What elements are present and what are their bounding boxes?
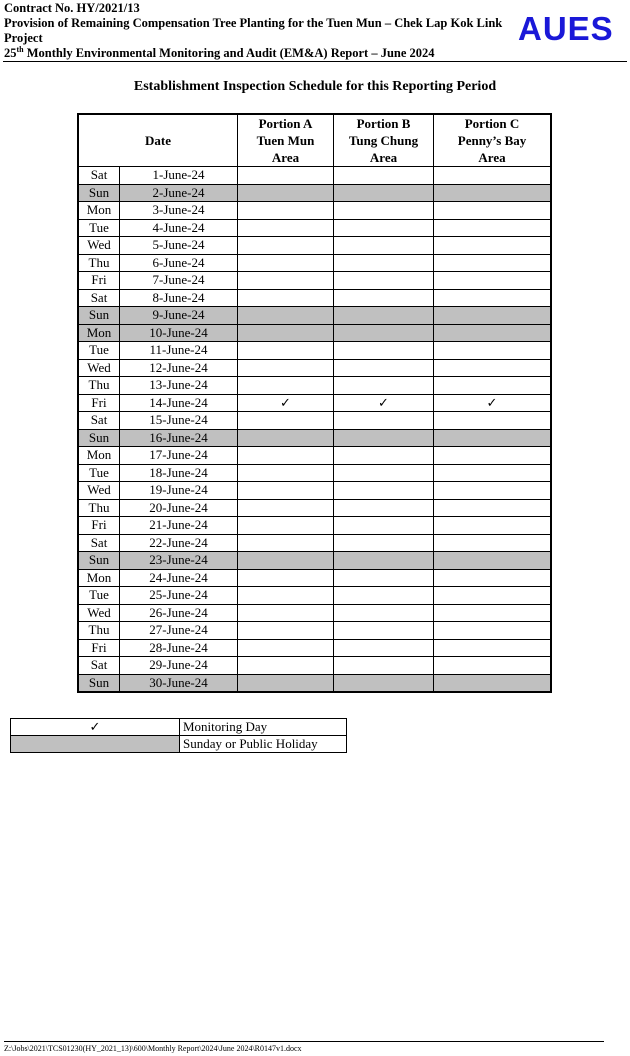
date-cell: 17-June-24 <box>120 447 238 465</box>
contract-number: Contract No. HY/2021/13 <box>4 1 140 15</box>
table-row <box>78 412 551 430</box>
portion-c-cell <box>434 482 552 500</box>
table-row <box>78 272 551 290</box>
portion-c-cell <box>434 184 552 202</box>
portion-a-cell <box>238 254 334 272</box>
schedule-body <box>78 167 551 693</box>
portion-b-cell <box>334 219 434 237</box>
legend-holiday-label: Sunday or Public Holiday <box>180 736 347 753</box>
table-row <box>78 622 551 640</box>
date-cell: 2-June-24 <box>120 184 238 202</box>
page-title: Establishment Inspection Schedule for this Reporting Period <box>133 79 497 94</box>
project-title: Provision of Remaining Compensation Tree Planting for the Tuen Mun – Chek Lap Kok Link Project <box>4 16 503 45</box>
portion-a-cell <box>238 342 334 360</box>
legend-table <box>10 718 347 753</box>
portion-b-cell <box>334 202 434 220</box>
table-row <box>78 464 551 482</box>
portion-a-header: Portion A Tuen Mun Area <box>238 114 334 167</box>
day-cell: Wed <box>78 604 120 622</box>
day-cell: Sun <box>78 184 120 202</box>
date-cell: 6-June-24 <box>120 254 238 272</box>
day-cell: Mon <box>78 202 120 220</box>
date-cell: 7-June-24 <box>120 272 238 290</box>
day-cell: Mon <box>78 569 120 587</box>
portion-c-cell <box>434 639 552 657</box>
portion-a-cell <box>238 569 334 587</box>
date-cell: 19-June-24 <box>120 482 238 500</box>
portion-a-cell <box>238 219 334 237</box>
portion-b-cell <box>334 447 434 465</box>
table-row <box>78 359 551 377</box>
portion-a-cell <box>238 657 334 675</box>
table-row <box>78 237 551 255</box>
day-cell: Wed <box>78 482 120 500</box>
day-cell: Wed <box>78 237 120 255</box>
portion-a-cell <box>238 639 334 657</box>
table-row <box>78 324 551 342</box>
portion-b-cell <box>334 359 434 377</box>
day-cell: Sat <box>78 167 120 185</box>
day-cell: Tue <box>78 587 120 605</box>
portion-c-cell <box>434 254 552 272</box>
portion-c-cell <box>434 552 552 570</box>
table-row <box>78 657 551 675</box>
portion-b-cell <box>334 587 434 605</box>
date-cell: 10-June-24 <box>120 324 238 342</box>
portion-b-cell <box>334 674 434 692</box>
portion-a-cell <box>238 167 334 185</box>
date-cell: 30-June-24 <box>120 674 238 692</box>
date-cell: 21-June-24 <box>120 517 238 535</box>
table-row <box>78 377 551 395</box>
portion-c-cell <box>434 412 552 430</box>
table-row <box>78 499 551 517</box>
portion-b-cell <box>334 184 434 202</box>
table-row <box>78 167 551 185</box>
date-cell: 15-June-24 <box>120 412 238 430</box>
portion-b-cell <box>334 569 434 587</box>
portion-b-cell <box>334 499 434 517</box>
table-row <box>78 184 551 202</box>
portion-a-cell <box>238 324 334 342</box>
portion-a-cell <box>238 272 334 290</box>
day-cell: Tue <box>78 342 120 360</box>
check-icon: ✓ <box>11 719 180 736</box>
portion-b-cell <box>334 289 434 307</box>
portion-c-cell <box>434 342 552 360</box>
date-cell: 1-June-24 <box>120 167 238 185</box>
portion-c-cell <box>434 534 552 552</box>
portion-b-cell <box>334 254 434 272</box>
day-cell: Fri <box>78 272 120 290</box>
day-cell: Fri <box>78 394 120 412</box>
portion-a-cell <box>238 604 334 622</box>
table-row <box>78 447 551 465</box>
portion-a-cell <box>238 307 334 325</box>
portion-c-cell <box>434 202 552 220</box>
portion-b-cell <box>334 622 434 640</box>
portion-a-cell: ✓ <box>238 394 334 412</box>
portion-a-cell <box>238 517 334 535</box>
day-cell: Thu <box>78 499 120 517</box>
portion-a-cell <box>238 534 334 552</box>
day-cell: Sat <box>78 289 120 307</box>
date-cell: 16-June-24 <box>120 429 238 447</box>
portion-b-cell <box>334 342 434 360</box>
portion-c-cell <box>434 464 552 482</box>
portion-a-cell <box>238 429 334 447</box>
portion-c-cell <box>434 587 552 605</box>
day-cell: Tue <box>78 464 120 482</box>
date-cell: 9-June-24 <box>120 307 238 325</box>
table-row <box>78 569 551 587</box>
legend-monitoring-label: Monitoring Day <box>180 719 347 736</box>
portion-c-cell <box>434 499 552 517</box>
portion-a-cell <box>238 412 334 430</box>
portion-c-header: Portion C Penny’s Bay Area <box>434 114 552 167</box>
date-cell: 11-June-24 <box>120 342 238 360</box>
portion-a-cell <box>238 184 334 202</box>
table-row <box>78 219 551 237</box>
date-cell: 27-June-24 <box>120 622 238 640</box>
portion-c-cell <box>434 674 552 692</box>
portion-b-cell <box>334 237 434 255</box>
portion-c-cell <box>434 289 552 307</box>
portion-c-cell <box>434 569 552 587</box>
date-cell: 24-June-24 <box>120 569 238 587</box>
portion-c-cell <box>434 359 552 377</box>
date-cell: 23-June-24 <box>120 552 238 570</box>
day-cell: Mon <box>78 324 120 342</box>
day-cell: Fri <box>78 639 120 657</box>
day-cell: Sun <box>78 674 120 692</box>
date-cell: 4-June-24 <box>120 219 238 237</box>
report-title: 25th Monthly Environmental Monitoring and Audit (EM&A) Report – June 2024 <box>4 44 435 60</box>
table-row <box>78 482 551 500</box>
table-header-row <box>78 114 551 167</box>
day-cell: Sun <box>78 552 120 570</box>
table-row <box>78 342 551 360</box>
portion-a-cell <box>238 237 334 255</box>
date-cell: 3-June-24 <box>120 202 238 220</box>
portion-c-cell <box>434 324 552 342</box>
portion-c-cell <box>434 447 552 465</box>
aues-logo: AUES <box>518 10 614 47</box>
portion-c-cell <box>434 237 552 255</box>
table-row <box>78 604 551 622</box>
table-row <box>78 307 551 325</box>
date-column-header: Date <box>78 114 238 167</box>
table-row <box>78 534 551 552</box>
portion-c-cell <box>434 429 552 447</box>
portion-c-cell <box>434 167 552 185</box>
date-cell: 26-June-24 <box>120 604 238 622</box>
portion-c-cell <box>434 622 552 640</box>
table-row <box>78 587 551 605</box>
portion-b-cell <box>334 482 434 500</box>
portion-b-cell <box>334 272 434 290</box>
report-header <box>4 1 519 61</box>
portion-a-cell <box>238 359 334 377</box>
day-cell: Thu <box>78 254 120 272</box>
portion-b-header: Portion B Tung Chung Area <box>334 114 434 167</box>
portion-a-cell <box>238 464 334 482</box>
table-row <box>78 552 551 570</box>
portion-b-cell <box>334 534 434 552</box>
date-cell: 8-June-24 <box>120 289 238 307</box>
day-cell: Sat <box>78 412 120 430</box>
portion-c-cell <box>434 657 552 675</box>
portion-c-cell <box>434 272 552 290</box>
date-cell: 20-June-24 <box>120 499 238 517</box>
portion-a-cell <box>238 552 334 570</box>
portion-a-cell <box>238 587 334 605</box>
date-cell: 14-June-24 <box>120 394 238 412</box>
portion-a-cell <box>238 482 334 500</box>
date-cell: 25-June-24 <box>120 587 238 605</box>
portion-a-cell <box>238 674 334 692</box>
legend-row-monitoring <box>11 719 347 736</box>
portion-b-cell <box>334 307 434 325</box>
day-cell: Sun <box>78 429 120 447</box>
portion-a-cell <box>238 447 334 465</box>
portion-c-cell <box>434 307 552 325</box>
table-row <box>78 254 551 272</box>
portion-b-cell <box>334 552 434 570</box>
portion-b-cell <box>334 377 434 395</box>
date-cell: 28-June-24 <box>120 639 238 657</box>
table-row <box>78 674 551 692</box>
table-row <box>78 394 551 412</box>
inspection-schedule-table <box>77 113 552 693</box>
portion-c-cell: ✓ <box>434 394 552 412</box>
portion-a-cell <box>238 499 334 517</box>
portion-c-cell <box>434 604 552 622</box>
portion-a-cell <box>238 377 334 395</box>
portion-b-cell <box>334 167 434 185</box>
date-cell: 12-June-24 <box>120 359 238 377</box>
portion-b-cell <box>334 517 434 535</box>
date-cell: 29-June-24 <box>120 657 238 675</box>
portion-a-cell <box>238 622 334 640</box>
table-row <box>78 639 551 657</box>
table-row <box>78 202 551 220</box>
portion-a-cell <box>238 202 334 220</box>
date-cell: 18-June-24 <box>120 464 238 482</box>
day-cell: Sun <box>78 307 120 325</box>
table-row <box>78 289 551 307</box>
day-cell: Sat <box>78 534 120 552</box>
day-cell: Mon <box>78 447 120 465</box>
legend-shaded-swatch <box>11 736 180 753</box>
portion-b-cell <box>334 639 434 657</box>
header-divider <box>3 61 627 62</box>
day-cell: Fri <box>78 517 120 535</box>
table-row <box>78 517 551 535</box>
portion-b-cell <box>334 429 434 447</box>
legend-row-holiday <box>11 736 347 753</box>
portion-b-cell <box>334 412 434 430</box>
date-cell: 13-June-24 <box>120 377 238 395</box>
date-cell: 5-June-24 <box>120 237 238 255</box>
day-cell: Wed <box>78 359 120 377</box>
portion-b-cell <box>334 604 434 622</box>
portion-b-cell: ✓ <box>334 394 434 412</box>
date-cell: 22-June-24 <box>120 534 238 552</box>
portion-b-cell <box>334 464 434 482</box>
table-row <box>78 429 551 447</box>
portion-c-cell <box>434 377 552 395</box>
day-cell: Thu <box>78 622 120 640</box>
portion-a-cell <box>238 289 334 307</box>
day-cell: Sat <box>78 657 120 675</box>
day-cell: Tue <box>78 219 120 237</box>
footer-file-path: Z:\Jobs\2021\TCS01230(HY_2021_13)\600\Monthly Report\2024\June 2024\R0147v1.docx <box>4 1044 302 1053</box>
day-cell: Thu <box>78 377 120 395</box>
portion-b-cell <box>334 324 434 342</box>
footer-divider <box>4 1041 604 1042</box>
portion-c-cell <box>434 517 552 535</box>
portion-b-cell <box>334 657 434 675</box>
portion-c-cell <box>434 219 552 237</box>
